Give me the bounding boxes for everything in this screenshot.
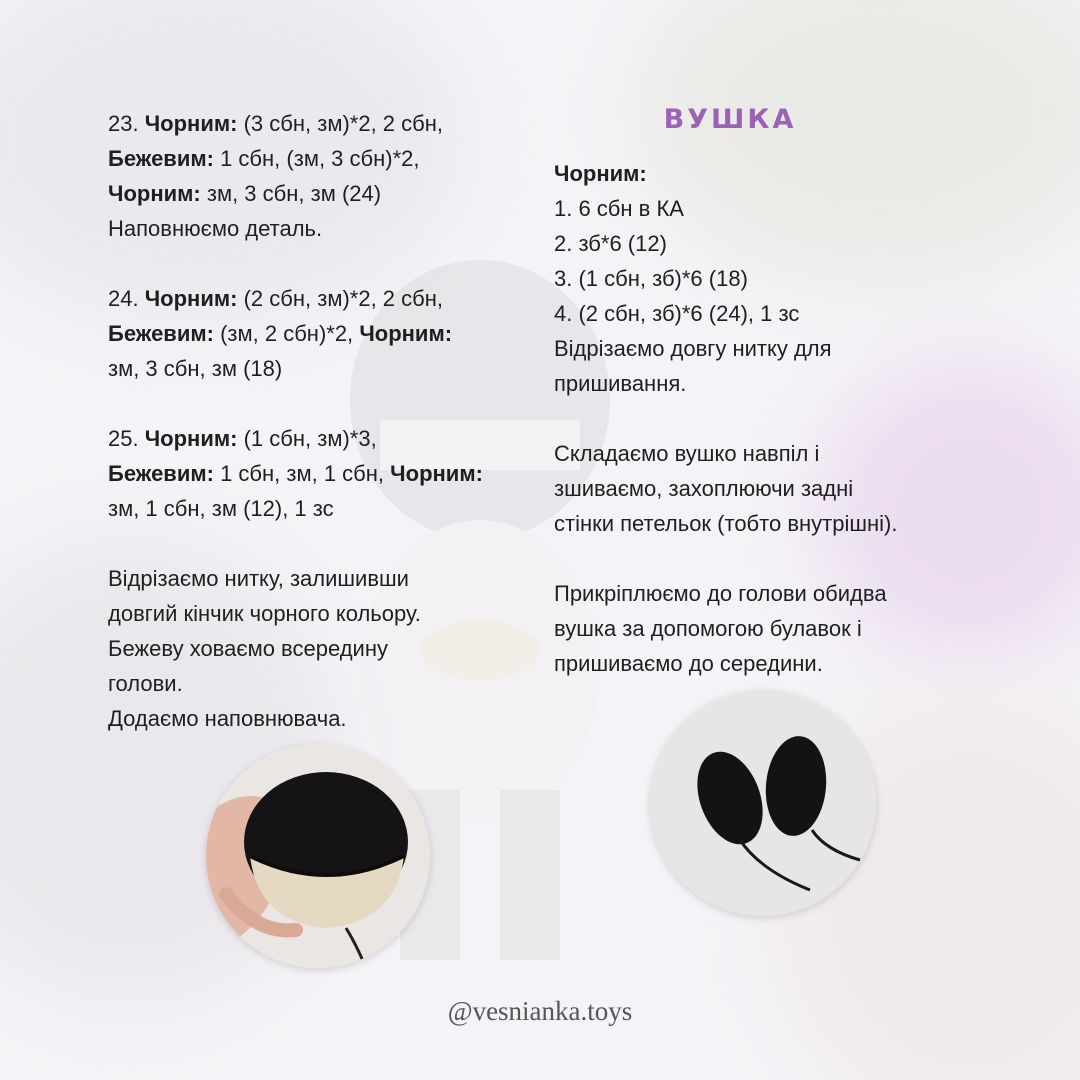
round-25: 25. Чорним: (1 сбн, зм)*3, Бежевим: 1 сбн, зм, 1 сбн, Чорним: зм, 1 сбн, зм (12), 1 зс [108,426,483,521]
round-24: 24. Чорним: (2 сбн, зм)*2, 2 сбн, Бежевим: (зм, 2 сбн)*2, Чорним: зм, 3 сбн, зм (18) [108,286,453,381]
left-column [108,106,538,736]
crochet-head-photo [206,744,430,968]
crochet-ears-photo [650,690,876,916]
ear-rounds: Чорним: 1. 6 сбн в КА 2. зб*6 (12) 3. (1 сбн, зб)*6 (18) 4. (2 сбн, зб)*6 (24), 1 зс Відрізаємо довгу нитку для пришивання. [554,161,832,396]
author-handle: @vesnianka.toys [447,996,633,1026]
round-23: 23. Чорним: (3 сбн, зм)*2, 2 сбн, Бежевим: 1 сбн, (зм, 3 сбн)*2, Чорним: зм, 3 сбн, зм (24) Наповнюємо деталь. [108,111,444,241]
finishing-instructions: Відрізаємо нитку, залишивши довгий кінчик чорного кольору. Бежеву ховаємо всередину голови. Додаємо наповнювача. [108,566,421,731]
right-column [554,156,994,681]
attach-instructions: Прикріплюємо до голови обидва вушка за допомогою булавок і пришиваємо до середини. [554,581,887,676]
fold-instructions: Складаємо вушко навпіл і зшиваємо, захоплюючи задні стінки петельок (тобто внутрішні). [554,441,898,536]
ears-section-title: ВУШКА [663,104,797,135]
